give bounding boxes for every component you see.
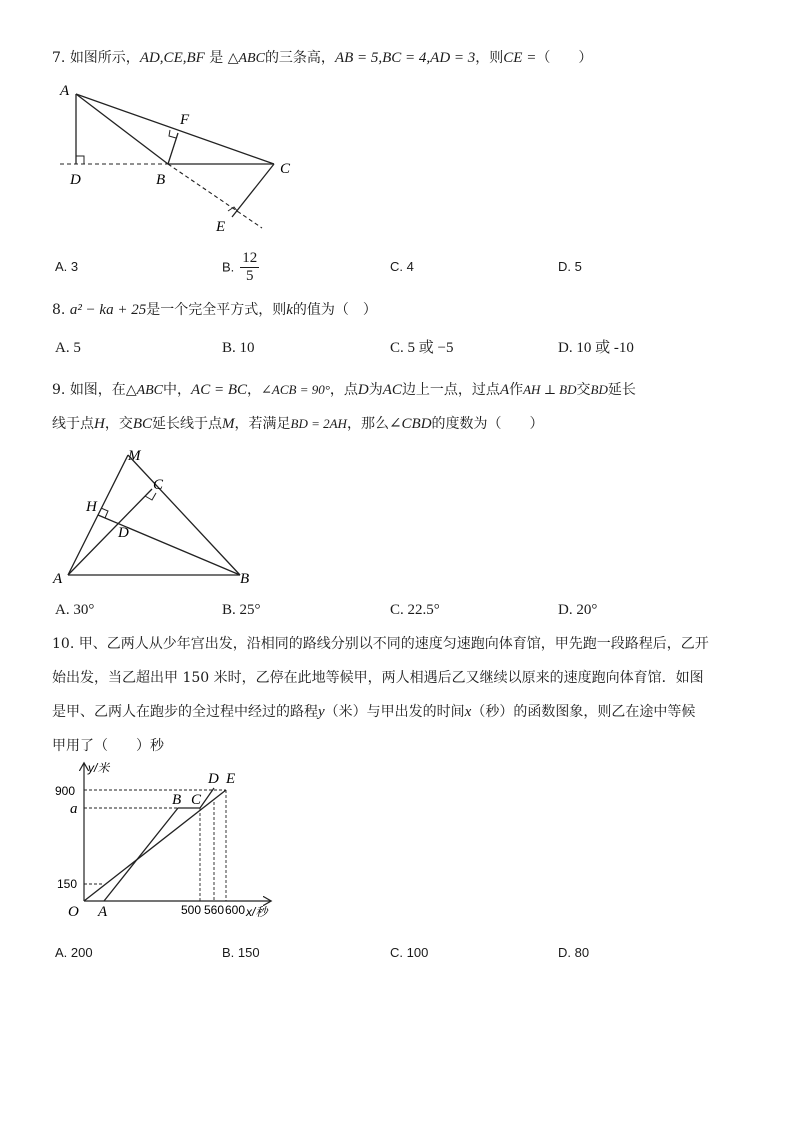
q9-option-a[interactable]: A. 30° xyxy=(55,602,95,618)
q9-l1-f: 边上一点，过点 xyxy=(401,382,500,398)
q9-l2-m3: M xyxy=(222,416,235,432)
q10-point-d: D xyxy=(208,771,219,787)
q7-option-d[interactable]: D. 5 xyxy=(558,259,582,274)
q10-option-a[interactable]: A. 200 xyxy=(55,945,93,960)
q10-y-axis-label: y/米 xyxy=(88,761,110,775)
q9-figure xyxy=(50,445,270,590)
q7-option-b[interactable] xyxy=(222,250,259,285)
q7-text-d: ，则 xyxy=(475,50,504,66)
q9-l1-m6: A xyxy=(499,382,510,398)
q8-text-end: 的值为（ ） xyxy=(292,302,377,318)
q9-l1-h: 交 xyxy=(576,382,591,398)
q10-origin-label: O xyxy=(68,904,79,920)
q9-option-d[interactable]: D. 20° xyxy=(558,602,598,618)
q7-label-c: C xyxy=(280,161,291,177)
q9-l1-m4: D xyxy=(357,382,369,398)
q10-line-jia xyxy=(84,790,226,901)
q7-text-b: 是 xyxy=(209,50,224,66)
q10-line4: 甲用了（ ）秒 xyxy=(52,738,164,754)
q9-l1-b: 中， xyxy=(163,382,192,398)
q9-l1-c: ， xyxy=(247,382,261,398)
q9-l1-m3: ∠ACB = 90° xyxy=(261,382,330,397)
q7-right-angle-d xyxy=(76,156,84,164)
q9-l2-m1: H xyxy=(94,416,105,432)
q9-option-b[interactable]: B. 25° xyxy=(222,602,261,618)
q9-l2-m5: ∠CBD xyxy=(388,416,432,432)
q10-option-d[interactable]: D. 80 xyxy=(558,945,590,960)
q10-l3-m1: y xyxy=(318,704,325,720)
q7-text-e: （ ） xyxy=(536,50,593,66)
q7-option-b-prefix: B. xyxy=(222,259,235,275)
q9-l2-c: 延长线于点 xyxy=(152,416,223,432)
q10-y-tick-150: 150 xyxy=(57,877,78,891)
q7-text-a: 如图所示， xyxy=(69,50,140,66)
q7-segment-ce xyxy=(232,164,274,217)
q9-number: 9. xyxy=(52,382,66,398)
q9-label-h: H xyxy=(86,499,97,515)
q9-l1-i: 延长 xyxy=(607,382,636,398)
q10-y-tick-a: a xyxy=(70,801,78,817)
q10-x-tick-600: 600 xyxy=(225,903,246,917)
q7-label-b: B xyxy=(156,172,166,188)
q9-label-d: D xyxy=(118,525,129,541)
q8-option-d[interactable]: D. 10 或 -10 xyxy=(558,340,634,356)
q9-option-c[interactable]: C. 22.5° xyxy=(390,602,440,618)
q9-l1-m2: AC = BC xyxy=(191,382,247,398)
q9-l1-m5: AC xyxy=(382,382,402,398)
q7-option-b-fraction xyxy=(240,250,259,285)
q7-math-b: △ABC xyxy=(227,51,265,66)
q8-number: 8. xyxy=(52,302,66,318)
q7-label-f: F xyxy=(180,112,190,128)
q10-graph xyxy=(50,758,290,923)
q9-segment-mb xyxy=(128,455,240,575)
q10-point-b: B xyxy=(172,792,182,808)
q7-label-a: A xyxy=(60,83,70,99)
q9-segment-hb xyxy=(98,515,240,575)
q7-math-a: AD,CE,BF xyxy=(139,50,205,66)
q8-option-a[interactable]: A. 5 xyxy=(55,340,81,356)
q7-text-c: 的三条高， xyxy=(264,50,335,66)
q7-option-b-denominator: 5 xyxy=(246,268,254,284)
q10-l3-a: 是甲、乙两人在跑步的全过程中经过的路程 xyxy=(52,704,318,720)
q10-point-a: A xyxy=(98,904,108,920)
q9-l1-m1: △ABC xyxy=(125,383,164,398)
q8-math-expr: a² − ka + 25 xyxy=(69,302,147,318)
q9-l1-m7: AH ⊥ BD xyxy=(523,382,577,397)
q7-option-b-numerator: 12 xyxy=(242,250,258,266)
q9-l2-a: 线于点 xyxy=(52,416,94,432)
q8-math-k: k xyxy=(286,302,293,318)
q8-text: 是一个完全平方式，则 xyxy=(146,302,287,318)
q9-l2-e: ，那么 xyxy=(346,416,389,432)
q10-option-b[interactable]: B. 150 xyxy=(222,945,260,960)
q10-x-axis-label: x/秒 xyxy=(246,905,268,919)
q9-l2-b: ，交 xyxy=(104,416,133,432)
q10-x-tick-560: 560 xyxy=(204,903,225,917)
q7-label-d: D xyxy=(70,172,81,188)
q10-l3-b: （米）与甲出发的时间 xyxy=(324,704,465,720)
q8-stem xyxy=(52,300,377,320)
q7-stem xyxy=(52,48,592,69)
q7-option-c[interactable]: C. 4 xyxy=(390,259,414,274)
q9-l1-a: 如图，在 xyxy=(69,382,126,398)
q7-segment-ab xyxy=(76,94,168,164)
q7-right-angle-f xyxy=(169,130,176,138)
q10-point-e: E xyxy=(226,771,236,787)
q9-l1-g: 作 xyxy=(509,382,524,398)
q10-l3-c: （秒）的函数图象，则乙在途中等候 xyxy=(471,704,696,720)
q10-stem-line3 xyxy=(52,702,695,722)
q9-l1-e: 为 xyxy=(368,382,383,398)
q9-l1-m8: BD xyxy=(590,382,608,397)
q10-line2: 始出发，当乙超出甲 150 米时，乙停在此地等候甲，两人相遇后乙又继续以原来的速度跑向体育馆．如图 xyxy=(52,670,704,686)
q9-l1-d: ，点 xyxy=(329,382,358,398)
q7-option-a[interactable]: A. 3 xyxy=(55,259,79,274)
q9-label-c: C xyxy=(153,477,164,493)
q9-label-b: B xyxy=(240,571,250,587)
q9-l2-m4: BD = 2AH xyxy=(290,416,347,431)
q10-number: 10. xyxy=(52,636,75,652)
q10-option-c[interactable]: C. 100 xyxy=(390,945,429,960)
q7-math-c: AB = 5,BC = 4,AD = 3 xyxy=(334,50,476,66)
q9-l2-f: 的度数为（ ） xyxy=(431,416,544,432)
q10-point-c: C xyxy=(191,792,202,808)
q7-figure xyxy=(52,78,312,238)
q7-label-e: E xyxy=(216,219,226,235)
q9-stem-line2 xyxy=(52,414,544,434)
q10-l3-m2: x xyxy=(464,704,472,720)
q8-option-c[interactable]: C. 5 或 −5 xyxy=(390,340,454,356)
q8-option-b[interactable]: B. 10 xyxy=(222,340,255,356)
q10-y-tick-900: 900 xyxy=(55,784,76,798)
q7-segment-ac xyxy=(76,94,274,164)
q10-x-tick-500: 500 xyxy=(181,903,202,917)
q10-stem-line1 xyxy=(52,634,709,654)
q9-label-a: A xyxy=(53,571,63,587)
q7-number: 7. xyxy=(52,50,66,66)
q7-math-d: CE = xyxy=(503,50,537,66)
q9-l2-m2: BC xyxy=(132,416,153,432)
q9-label-m: M xyxy=(128,448,141,464)
q10-line1: 甲、乙两人从少年宫出发，沿相同的路线分别以不同的速度匀速跑向体育馆，甲先跑一段路程后，乙开 xyxy=(78,636,709,652)
q9-l2-d: ，若满足 xyxy=(234,416,291,432)
q9-stem-line1 xyxy=(52,380,636,401)
